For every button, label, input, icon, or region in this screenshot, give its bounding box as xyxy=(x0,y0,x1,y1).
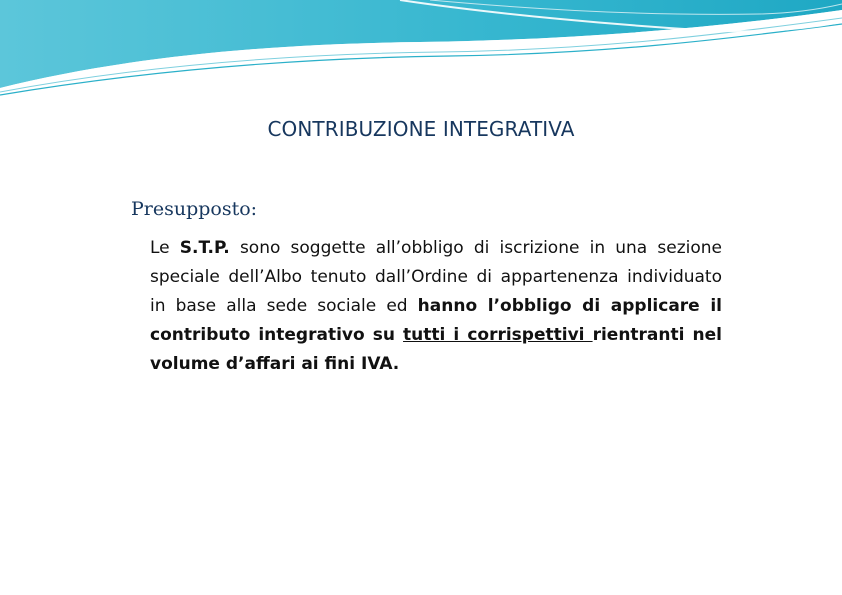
body-text-stp: S.T.P. xyxy=(179,238,230,258)
body-text-corrispettivi: tutti i corrispettivi xyxy=(403,325,593,345)
body-text-obligation: sono soggette all’obbligo di iscrizione in una sezione speciale dell’Albo tenuto dall’Ordine di appartenenza individuato in base alla sede sociale ed xyxy=(150,238,722,316)
body-text-contribution: hanno l’obbligo di applicare il contributo integrativo su xyxy=(150,296,722,345)
subheading: Presupposto: xyxy=(131,198,258,220)
body-paragraph xyxy=(150,234,722,379)
body-text-iva: rientranti nel volume d’affari ai fini IVA. xyxy=(150,325,722,374)
body-text-intro: Le xyxy=(150,238,180,258)
slide-title: CONTRIBUZIONE INTEGRATIVA xyxy=(267,117,575,141)
header-wave-decoration xyxy=(0,0,842,100)
